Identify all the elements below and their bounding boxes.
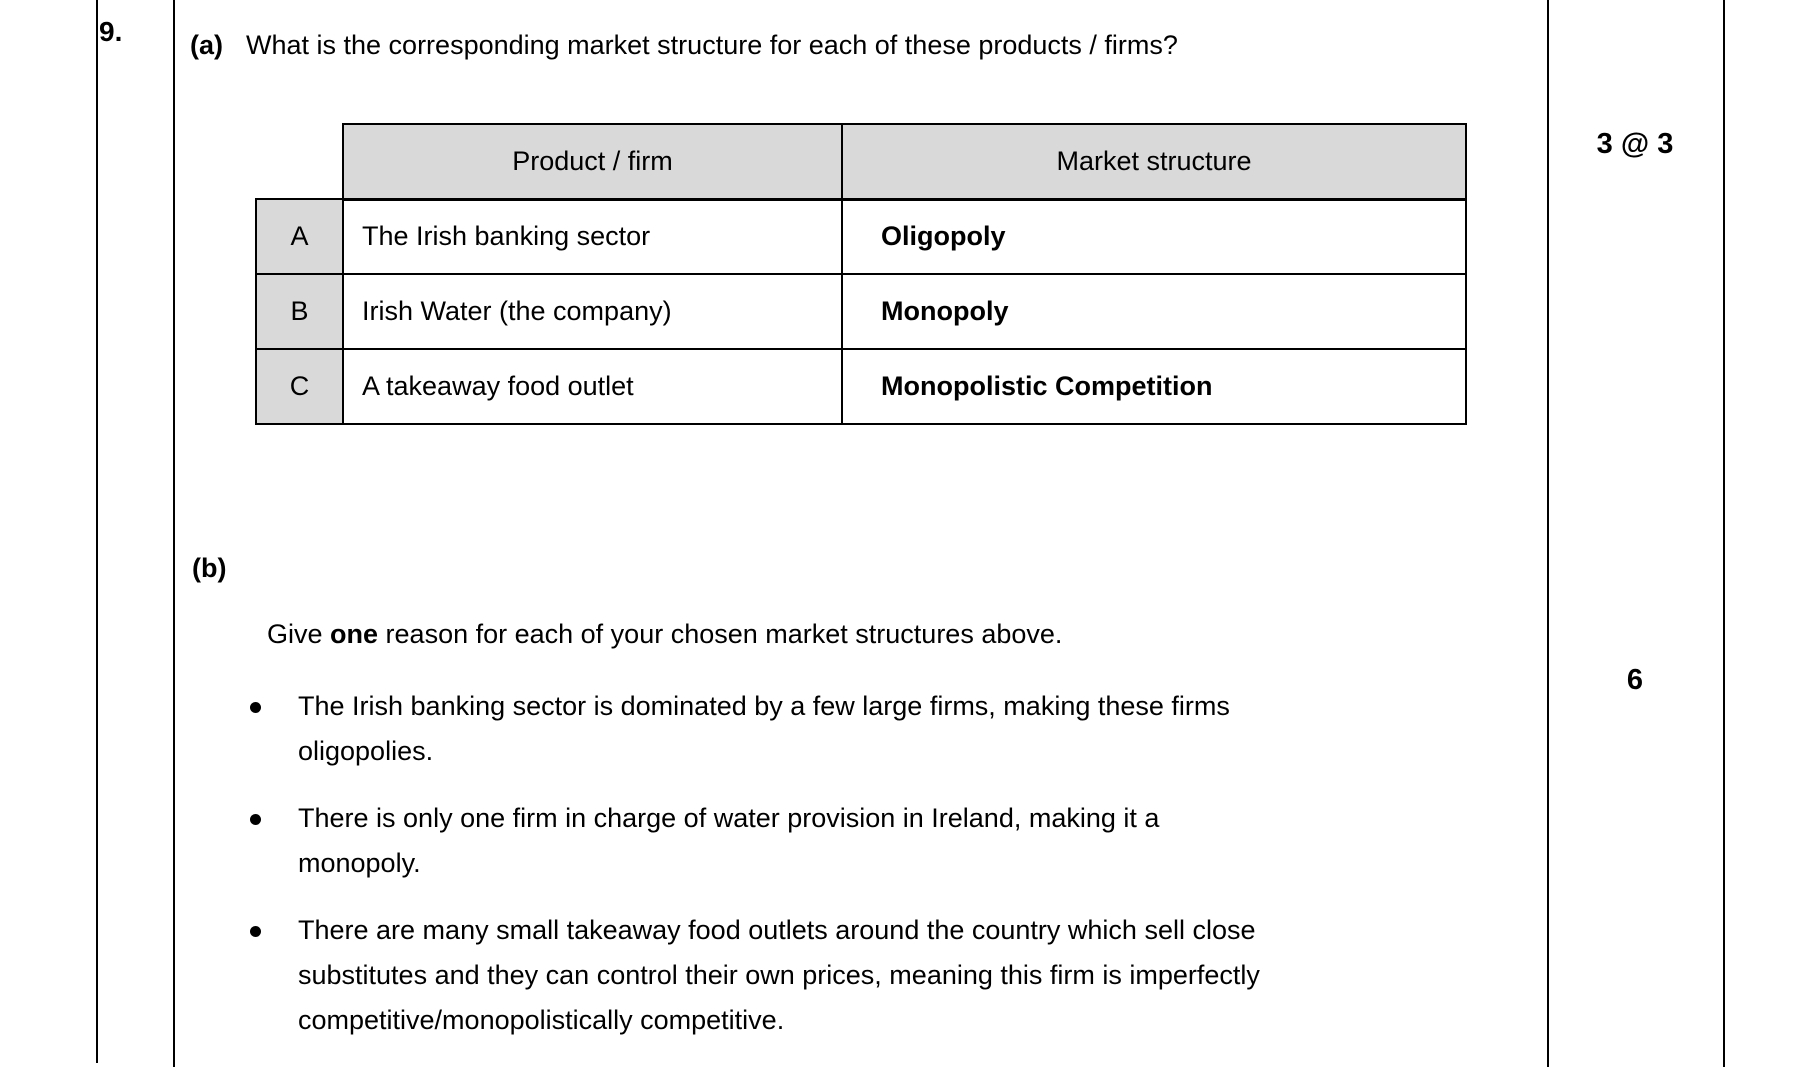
bullet-line: substitutes and they can control their own prices, meaning this firm is imperfectly [298, 960, 1260, 990]
bullet-line: monopoly. [298, 848, 421, 878]
bullet-dot-icon [250, 702, 261, 713]
part-b-prompt [267, 619, 1062, 650]
bullet-line: There is only one firm in charge of water provision in Ireland, making it a [298, 803, 1160, 833]
part-b-label: (b) [192, 553, 227, 583]
part-b-prompt-suffix: reason for each of your chosen market structures above. [378, 619, 1063, 649]
bullet-line: oligopolies. [298, 736, 434, 766]
answer-bullet-monopolistic-competition [248, 908, 1538, 1043]
column-header-product: Product / firm [343, 124, 842, 199]
row-letter: B [256, 274, 343, 349]
row-product: The Irish banking sector [343, 199, 842, 274]
row-letter: A [256, 199, 343, 274]
table-row [256, 274, 1466, 349]
part-b-prompt-prefix: Give [267, 619, 331, 649]
grid-rule-right-outer [1723, 0, 1725, 1067]
bullet-line: The Irish banking sector is dominated by a few large firms, making these firms [298, 691, 1230, 721]
table-header-row [256, 124, 1466, 199]
marks-part-b: 6 [1626, 664, 1644, 696]
row-structure: Monopolistic Competition [842, 349, 1466, 424]
bullet-dot-icon [250, 926, 261, 937]
marks-part-a: 3 @ 3 [1596, 128, 1674, 160]
row-product: A takeaway food outlet [343, 349, 842, 424]
part-a-prompt: What is the corresponding market structure for each of these products / firms? [246, 30, 1178, 60]
row-product: Irish Water (the company) [343, 274, 842, 349]
grid-rule-left-inner [173, 0, 175, 1067]
bullet-line: There are many small takeaway food outlets around the country which sell close [298, 915, 1256, 945]
row-structure: Monopoly [842, 274, 1466, 349]
bullet-line: competitive/monopolistically competitive. [298, 1005, 785, 1035]
part-a-label: (a) [190, 30, 223, 60]
row-structure: Oligopoly [842, 199, 1466, 274]
bullet-dot-icon [250, 814, 261, 825]
table-row [256, 349, 1466, 424]
part-b-answer-list [248, 684, 1538, 1065]
row-letter: C [256, 349, 343, 424]
column-header-structure: Market structure [842, 124, 1466, 199]
question-number: 9. [99, 16, 123, 47]
part-a-heading [190, 30, 1178, 61]
answer-bullet-oligopoly [248, 684, 1538, 774]
grid-rule-left-outer [96, 0, 98, 1063]
table-row [256, 199, 1466, 274]
answer-bullet-monopoly [248, 796, 1538, 886]
part-b-prompt-emphasis: one [330, 619, 379, 649]
market-structure-table [255, 123, 1467, 425]
table-corner-cell [256, 124, 343, 199]
